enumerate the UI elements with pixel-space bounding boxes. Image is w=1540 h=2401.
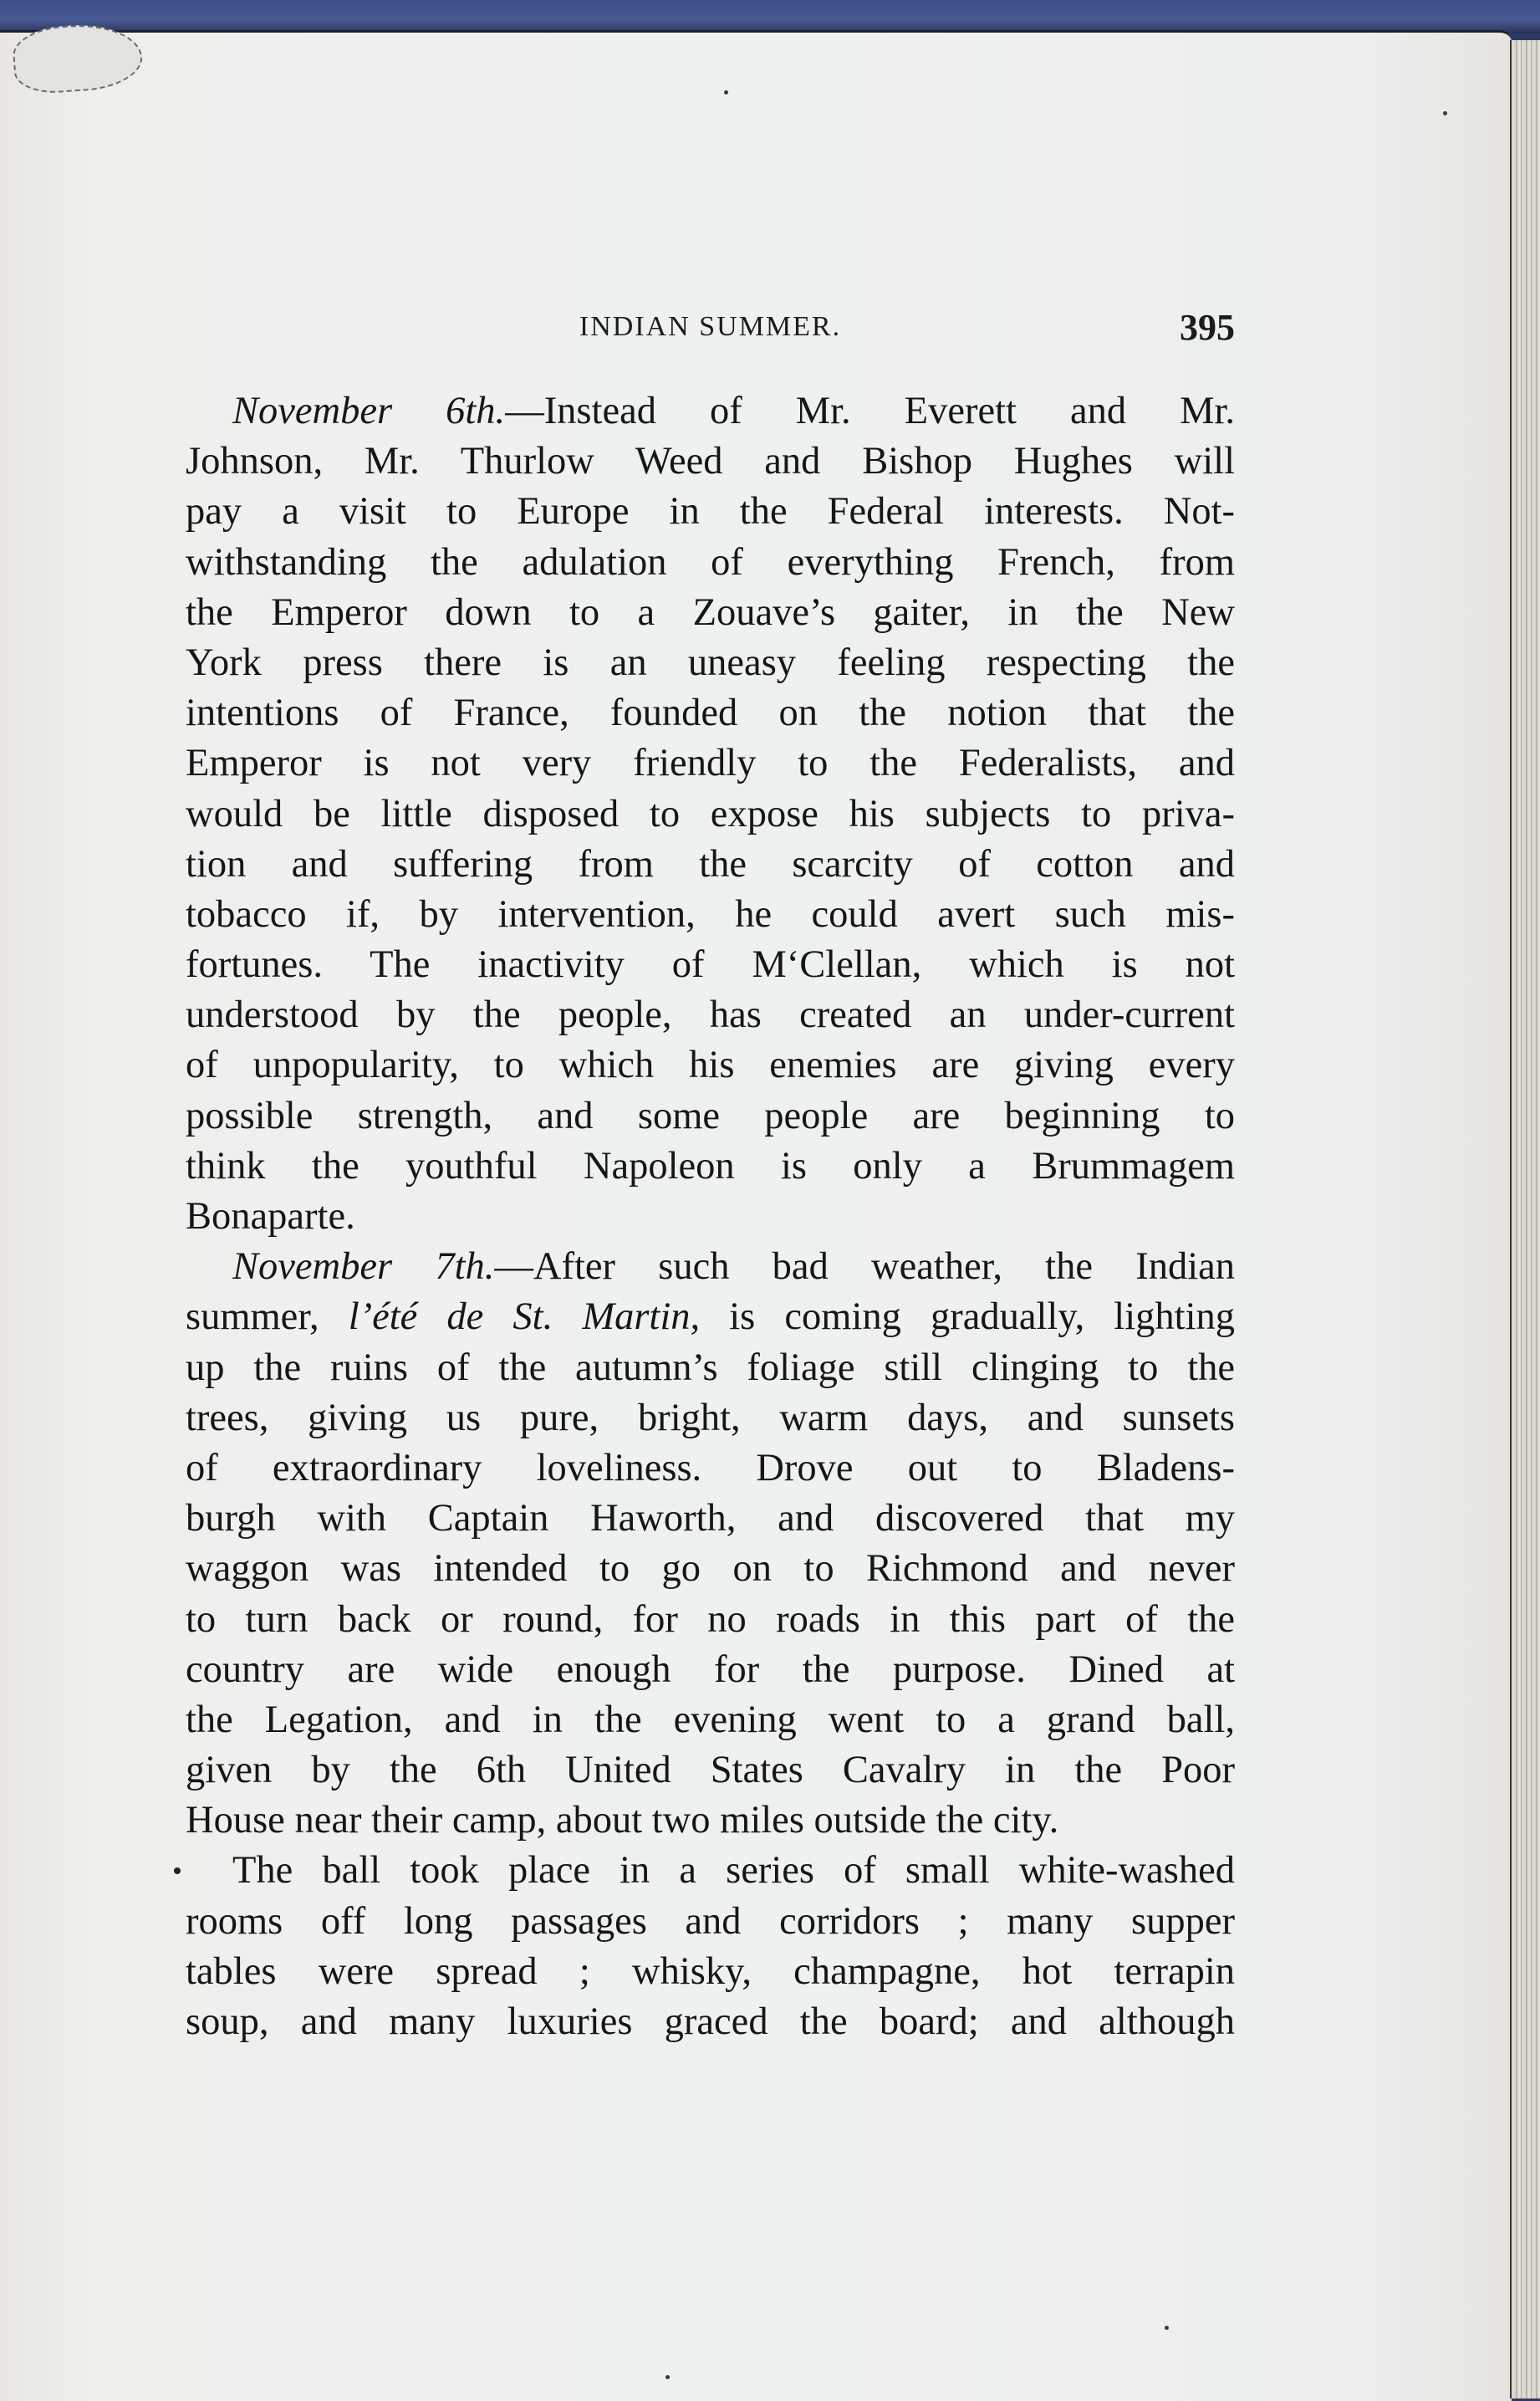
running-head (186, 306, 1235, 353)
text-line: waggon was intended to go on to Richmond and never (186, 1547, 1235, 1591)
text-line: tion and suffering from the scarcity of cotton and (186, 842, 1235, 886)
book-cover-edge (0, 0, 1540, 33)
text-line: The ball took place in a series of small white-washed (232, 1849, 1235, 1893)
text-line: given by the 6th United States Cavalry in the Poor (186, 1749, 1235, 1792)
text-line: tables were spread ; whisky, champagne, hot terrapin (186, 1949, 1235, 1993)
text-line: summer, l’été de St. Martin, is coming gradually, lighting (186, 1295, 1235, 1339)
text-line: understood by the people, has created an under-current (186, 994, 1235, 1037)
paragraph-ball (186, 1846, 1235, 2047)
text-line: up the ruins of the autumn’s foliage still clinging to the (186, 1346, 1235, 1389)
paper-speck (1165, 2326, 1169, 2330)
text-line: of unpopularity, to which his enemies are giving every (186, 1044, 1235, 1087)
text-line: intentions of France, founded on the notion that the (186, 692, 1235, 735)
paper-speck (665, 2375, 670, 2379)
paragraph-november-7 (186, 1242, 1235, 1846)
body-text (186, 386, 1235, 2047)
text-line: country are wide enough for the purpose. Dined at (186, 1647, 1235, 1691)
text-line: House near their camp, about two miles outside the city. (186, 1799, 1059, 1842)
text-line: possible strength, and some people are beginning to (186, 1094, 1235, 1137)
french-phrase: l’été de St. Martin, (348, 1295, 701, 1339)
text-line: pay a visit to Europe in the Federal interests. Not- (186, 490, 1235, 534)
entry-date: November 7th. (232, 1245, 495, 1289)
paragraph-november-6 (186, 386, 1235, 1242)
text-line: think the youthful Napoleon is only a Brummagem (186, 1144, 1235, 1188)
text-line: soup, and many luxuries graced the board; and although (186, 2000, 1235, 2043)
page-edges (1510, 40, 1540, 2398)
text-line: trees, giving us pure, bright, warm days, and sunsets (186, 1396, 1235, 1439)
text-line: withstanding the adulation of everything French, from (186, 540, 1235, 584)
text-line: would be little disposed to expose his subjects to priva- (186, 792, 1235, 835)
text-line: November 7th.—After such bad weather, the Indian (232, 1245, 1236, 1289)
text-line: to turn back or round, for no roads in this part of the (186, 1597, 1235, 1641)
paper-speck (724, 90, 728, 95)
text-line: tobacco if, by intervention, he could avert such mis- (186, 892, 1235, 936)
stray-ink-mark (174, 1867, 181, 1874)
text-line: rooms off long passages and corridors ; many supper (186, 1899, 1235, 1943)
text-line: burgh with Captain Haworth, and discovered that my (186, 1497, 1235, 1540)
text-line: fortunes. The inactivity of M‘Clellan, which is not (186, 943, 1235, 987)
text-line: the Emperor down to a Zouave’s gaiter, in the New (186, 590, 1235, 634)
text-line: Emperor is not very friendly to the Federalists, and (186, 742, 1235, 785)
text-line: Bonaparte. (186, 1195, 355, 1238)
text-line: York press there is an uneasy feeling respecting the (186, 641, 1235, 684)
text-line: November 6th.—Instead of Mr. Everett and Mr. (232, 390, 1236, 432)
running-title: INDIAN SUMMER. (579, 311, 842, 342)
text-line: Johnson, Mr. Thurlow Weed and Bishop Hughes will (186, 440, 1235, 483)
text-line: of extraordinary loveliness. Drove out to Bladens- (186, 1446, 1235, 1489)
text-line: the Legation, and in the evening went to a grand ball, (186, 1698, 1235, 1741)
entry-date: November 6th. (232, 390, 506, 432)
paper-speck (1443, 111, 1447, 115)
page-number: 395 (1180, 307, 1235, 348)
